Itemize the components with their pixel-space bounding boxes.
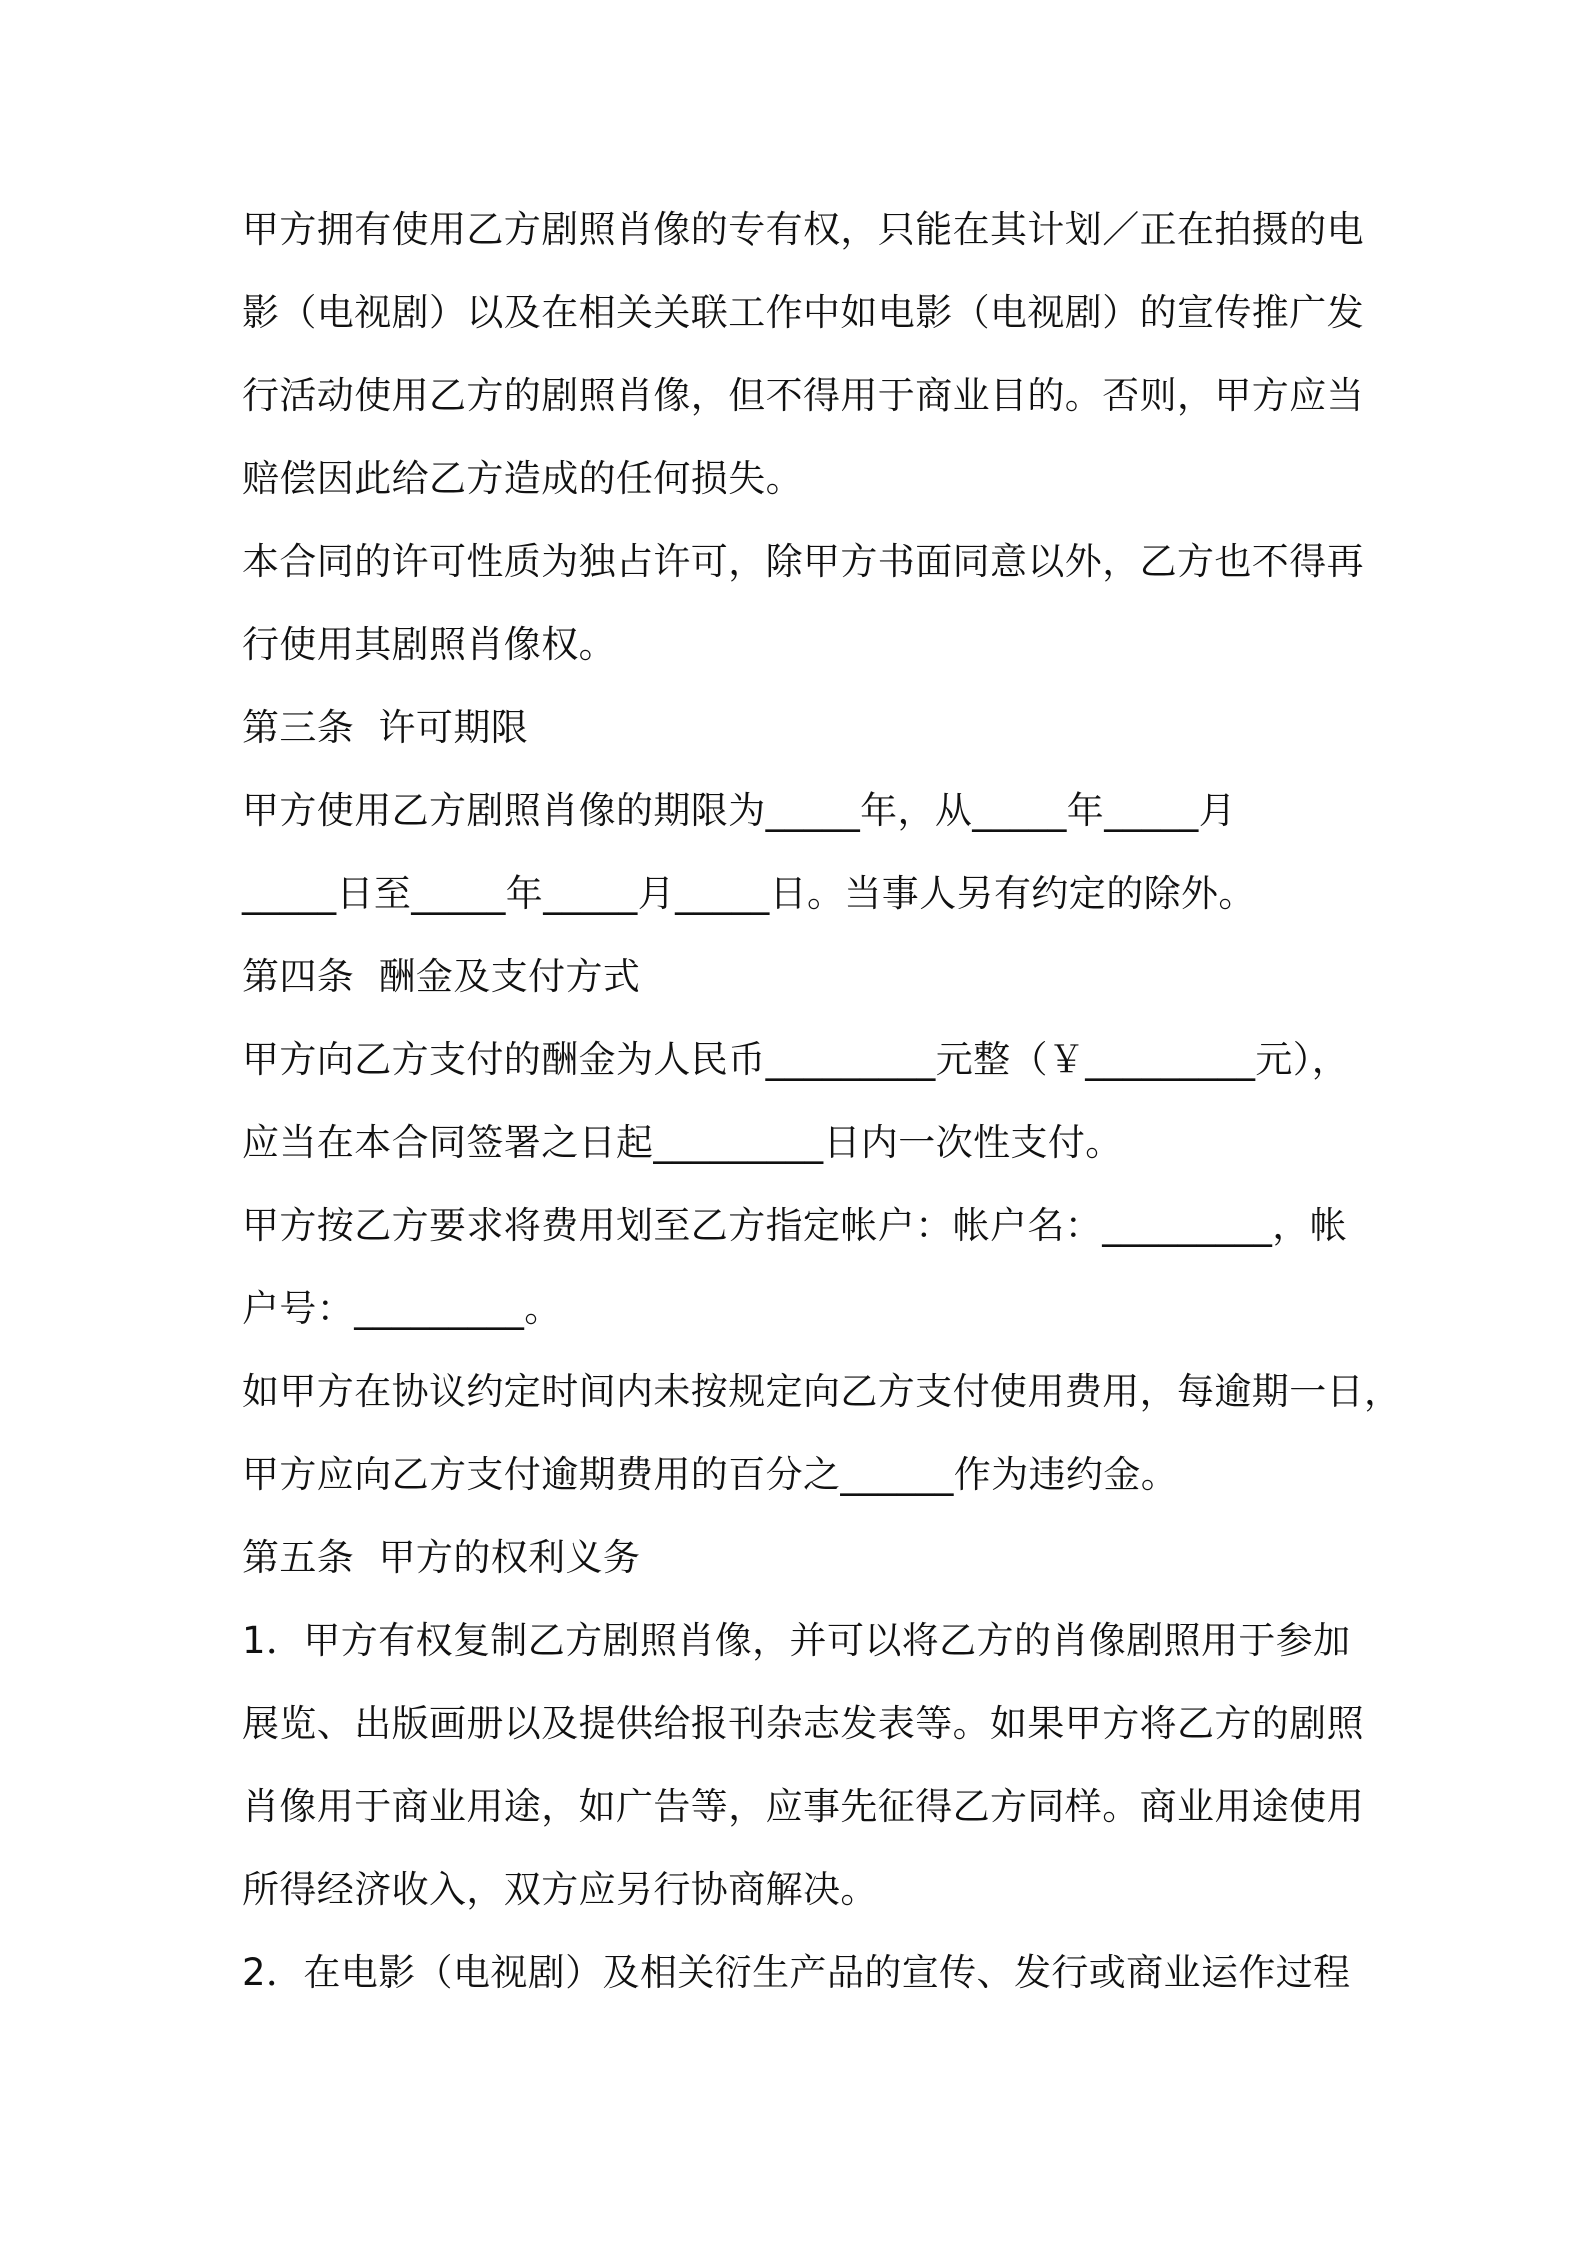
text-line: _____日至_____年_____月_____日。当事人另有约定的除外。 <box>242 872 1256 915</box>
section-heading: 第四条 酬金及支付方式 <box>242 955 641 998</box>
text-line: 行活动使用乙方的剧照肖像，但不得用于商业目的。否则，甲方应当 <box>242 374 1364 417</box>
text-line: 甲方应向乙方支付逾期费用的百分之______作为违约金。 <box>242 1453 1179 1496</box>
text-line: 所得经济收入，双方应另行协商解决。 <box>242 1868 878 1911</box>
text-line: 2．在电影（电视剧）及相关衍生产品的宣传、发行或商业运作过程 <box>242 1951 1351 1994</box>
text-line: 影（电视剧）以及在相关关联工作中如电影（电视剧）的宣传推广发 <box>242 291 1364 334</box>
text-line: 如甲方在协议约定时间内未按规定向乙方支付使用费用，每逾期一日， <box>242 1370 1402 1413</box>
text-line: 甲方按乙方要求将费用划至乙方指定帐户：帐户名：_________，帐 <box>242 1204 1348 1247</box>
text-line: 1．甲方有权复制乙方剧照肖像，并可以将乙方的肖像剧照用于参加 <box>242 1619 1351 1662</box>
text-line: 行使用其剧照肖像权。 <box>242 623 616 666</box>
text-line: 赔偿因此给乙方造成的任何损失。 <box>242 457 803 500</box>
text-line: 甲方使用乙方剧照肖像的期限为_____年，从_____年_____月 <box>242 789 1237 832</box>
section-heading: 第五条 甲方的权利义务 <box>242 1536 641 1579</box>
text-line: 甲方向乙方支付的酬金为人民币_________元整（￥_________元）， <box>242 1038 1350 1081</box>
text-line: 展览、出版画册以及提供给报刊杂志发表等。如果甲方将乙方的剧照 <box>242 1702 1364 1745</box>
text-line: 应当在本合同签署之日起_________日内一次性支付。 <box>242 1121 1123 1164</box>
text-line: 甲方拥有使用乙方剧照肖像的专有权，只能在其计划／正在拍摄的电 <box>242 208 1364 251</box>
text-line: 户号：_________。 <box>242 1287 562 1330</box>
section-heading: 第三条 许可期限 <box>242 706 529 749</box>
text-line: 肖像用于商业用途，如广告等，应事先征得乙方同样。商业用途使用 <box>242 1785 1364 1828</box>
text-line: 本合同的许可性质为独占许可，除甲方书面同意以外，乙方也不得再 <box>242 540 1364 583</box>
